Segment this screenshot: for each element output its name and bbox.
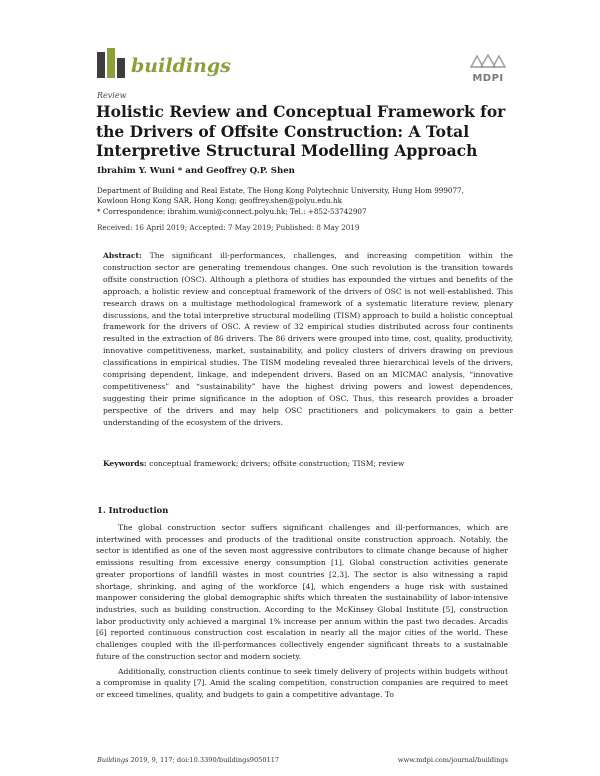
section-heading: 1. Introduction bbox=[97, 505, 169, 515]
publisher-name: MDPI bbox=[472, 73, 504, 84]
abstract bbox=[103, 250, 513, 429]
footer-journal: Buildings bbox=[97, 756, 129, 764]
affiliation-block bbox=[97, 186, 517, 217]
paragraph: The global construction sector suffers significant challenges and ill-performances, which are intertwined with processes and products of the traditional onsite construction approach. Notably, the sector is identified as one of the seven most aggressive contributors to climate change because of higher emissions resulting from excessive energy consumption [1]. Global construction activities generate greater proportions of landfill wastes in most countries [2,3]. The sector is also witnessing a rapid shortage, shrinking, and aging of the workforce [4], which engenders a huge risk with sustained manpower considering the global demographic shifts which threaten the sustainability of labor-intensive industries, such as building construction. According to the McKinsey Global Institute [5], construction labor productivity only achieved a marginal 1% increase per annum within the past two decades. Arcadis [6] reported continuous construction cost escalation in nearly all the major cities of the world. These challenges coupled with the ill-performances collectively engender significant threats to a sustainable future of the construction sector and modern society. bbox=[96, 523, 508, 661]
publisher-logo bbox=[469, 53, 507, 84]
keywords bbox=[103, 459, 513, 468]
correspondence-line: * Correspondence: ibrahim.wuni@connect.polyu.hk; Tel.: +852-53742907 bbox=[97, 206, 367, 216]
introduction-body bbox=[96, 522, 508, 704]
author-list: Ibrahim Y. Wuni * and Geoffrey Q.P. Shen bbox=[97, 166, 295, 176]
footer-citation bbox=[97, 756, 279, 764]
paragraph: Additionally, construction clients continue to seek timely delivery of projects within budgets without a compromise in quality [7]. Amid the scaling competition, construction companies are required to meet or exceed timelines, quality, and budgets to gain a competitive advantage. To bbox=[96, 666, 508, 700]
affiliation-line: Kowloon Hong Kong SAR, Hong Kong; geoffrey.shen@polyu.edu.hk bbox=[97, 196, 343, 206]
article-type: Review bbox=[97, 91, 127, 100]
mdpi-logo-icon bbox=[469, 54, 507, 68]
publication-dates: Received: 16 April 2019; Accepted: 7 May 2019; Published: 8 May 2019 bbox=[97, 223, 360, 232]
abstract-text: The significant ill-performances, challenges, and increasing competition within the construction sector are generating tremendous changes. One such revolution is the transition towards offsite construction (OSC). Although a plethora of studies has expounded the virtues and benefits of the approach, a holistic review and conceptual framework of the drivers of OSC is not well-established. This research draws on a multistage methodological framework of a systematic literature review, plenary discussions, and the total interpretive structural modelling (TISM) approach to build a holistic conceptual framework for the drivers of OSC. A review of 32 empirical studies distributed across four continents resulted in the extraction of 86 drivers. The 86 drivers were grouped into time, cost, quality, productivity, innovative competitiveness, market, sustainability, and policy clusters of drivers drawing on previous classifications in empirical studies. The TISM modeling revealed three hierarchical levels of the drivers, comprising dependent, linkage, and independent drivers. Based on an MICMAC analysis, “innovative competitiveness” and “sustainability” have the highest driving powers and lowest dependences, suggesting their prime significance in the adoption of OSC. Thus, this research provides a broader perspective of the drivers and may help OSC practitioners and policymakers to gain a better understanding of the ecosystem of the drivers. bbox=[103, 251, 513, 427]
journal-logo bbox=[97, 48, 231, 78]
affiliation-line: Department of Building and Real Estate, The Hong Kong Polytechnic University, Hung Hom 999077, bbox=[97, 186, 464, 195]
footer-citation-text: 2019, 9, 117; doi:10.3390/buildings9050117 bbox=[130, 756, 280, 764]
paper-title: Holistic Review and Conceptual Framework for the Drivers of Offsite Construction: A Total Interpretive Structural Modelling Approach bbox=[96, 102, 506, 160]
buildings-logo-icon bbox=[97, 48, 125, 78]
journal-name: buildings bbox=[131, 55, 231, 77]
keywords-text: conceptual framework; drivers; offsite construction; TISM; review bbox=[149, 459, 405, 468]
footer-url[interactable]: www.mdpi.com/journal/buildings bbox=[397, 756, 508, 764]
keywords-label: Keywords: bbox=[103, 459, 147, 468]
abstract-label: Abstract: bbox=[103, 251, 142, 260]
